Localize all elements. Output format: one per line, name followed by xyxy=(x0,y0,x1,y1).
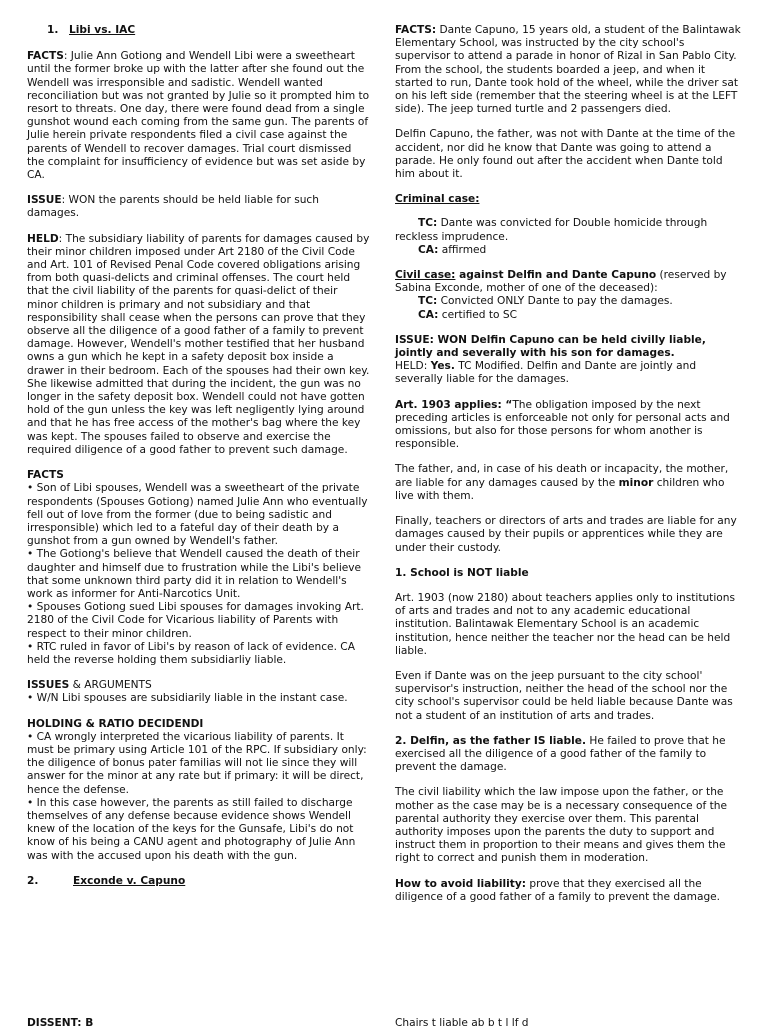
issues-label: ISSUES xyxy=(27,679,70,692)
issues-rest: & ARGUMENTS xyxy=(69,679,152,692)
held-answer: Yes. xyxy=(430,360,455,373)
facts2-label: FACTS xyxy=(27,469,64,482)
held-text: : The subsidiary liability of parents for damages caused by their minor children imposed under Art 2180 of the Civil Code and Art. 101 of Revised Penal Code covered obligations arising from both quasi-delicts and criminal offenses. The court held that the civil liability of the parents for quasi-delict of their minor children is primary and not subsidiary and that responsibility shall cease when the persons can prove that they observe all the diligence of a good father of a family to prevent damage. However, Wendell's mother testified that her husband owns a gun which he kept in a safety deposit box inside a drawer in their bedroom. Each of the spouses had their own key. She likewise admitted that during the incident, the gun was no longer in the safety deposit box. Wendell could not have gotten hold of the gun unless the key was left negligently lying around and that he has free access of the mother's bag where the key was kept. The spouses failed to observe and exercise the required diligence of a good father to prevent such damage. xyxy=(27,232,370,456)
criminal-ca-text: affirmed xyxy=(438,243,487,256)
case1-heading xyxy=(27,24,371,37)
father-paragraph xyxy=(395,463,741,503)
case1-title: Libi vs. IAC xyxy=(69,24,136,36)
criminal-case-section xyxy=(395,217,741,257)
civil-case-heading xyxy=(395,269,741,295)
art-1903-text: The obligation imposed by the next preceding articles is enforceable not only for personal acts and omissions, but also for those persons for whom another is responsible. xyxy=(395,398,730,451)
case1-number: 1. xyxy=(47,24,59,36)
case2-number: 2. xyxy=(27,874,39,887)
held-paragraph xyxy=(27,233,371,457)
case2-title: Exconde v. Capuno xyxy=(73,874,186,887)
civil-ca-label: CA: xyxy=(418,308,439,321)
facts2-bullet: • Spouses Gotiong sued Libi spouses for damages invoking Art. 2180 of the Civil Code for Vicarious liability of Parents with respect to their minor children. xyxy=(27,601,364,640)
criminal-case-label: Criminal case: xyxy=(395,193,480,206)
teachers-paragraph: Finally, teachers or directors of arts and trades are liable for any damages caused by their pupils or apprentices while they are under their custody. xyxy=(395,515,737,554)
facts2-bullet: • Son of Libi spouses, Wendell was a sweetheart of the private respondents (Spouses Gotiong) named Julie Ann who eventually fell out of love from the former (due to being sadistic and irresponsible) which led to a fateful day of their death by a gunshot from a gun owned by Wendell's father. xyxy=(27,482,368,548)
issues-heading xyxy=(27,679,371,692)
holding-bullet: • CA wrongly interpreted the vicarious liability of parents. It must be primary using Article 101 of the RPC. If subsidiary only: the diligence of bonus pater familias will not lie since they will answer for the minor at any rate but if primary: it will be direct, hence the defense. xyxy=(27,730,367,796)
avoid-liability-paragraph xyxy=(395,878,741,904)
civil-case-bold: against Delfin and Dante Capuno xyxy=(455,269,657,282)
issues-section xyxy=(27,679,371,705)
art-1903-label: Art. 1903 applies: “ xyxy=(395,398,513,411)
criminal-tc-text: Dante was convicted for Double homicide through reckless imprudence. xyxy=(395,217,708,243)
criminal-ca xyxy=(395,244,741,257)
held-label: HELD xyxy=(27,232,59,245)
held-rest: TC Modified. Delfin and Dante are jointly and severally liable for the damages. xyxy=(395,360,697,386)
facts-paragraph xyxy=(27,50,371,182)
civil-ca-text: certified to SC xyxy=(438,308,517,321)
civil-case-rest: (reserved by Sabina Exconde, mother of one of the deceased): xyxy=(395,269,727,295)
right-facts-paragraph xyxy=(395,24,741,116)
delfin-paragraph: Delfin Capuno, the father, was not with Dante at the time of the accident, nor did he know that Dante was going to attend a parade. He only found out after the accident when Dante told him about it. xyxy=(395,128,736,181)
point1-paragraph: Art. 1903 (now 2180) about teachers applies only to institutions of arts and trades and not to any academic educational institution. Balintawak Elementary School is an academic institution, hence neither the teacher nor the head can be held liable. xyxy=(395,591,735,657)
avoid-label: How to avoid liability: xyxy=(395,877,526,890)
civil-tc xyxy=(395,295,741,308)
issue-paragraph xyxy=(27,194,371,220)
jeep-paragraph: Even if Dante was on the jeep pursuant to the city school' supervisor's instruction, neither the head of the school nor the city school's supervisor could be held liable because Dante was not a student of an institution of arts and trades. xyxy=(395,669,733,722)
issue-label: ISSUE xyxy=(27,194,62,207)
avoid-text: prove that they exercised all the diligence of a good father of a family to prevent the damage. xyxy=(395,877,721,903)
facts2-bullet: • The Gotiong's believe that Wendell caused the death of their daughter and himself due to frustration while the Libi's believe that some unknown third party did it in relation to Wendell's work as informer for Anti-Narcotics Unit. xyxy=(27,548,362,600)
point2-paragraph xyxy=(395,735,741,775)
civil-case-section xyxy=(395,269,741,322)
right-cutoff-text: Chairs t liable ab b t l lf d xyxy=(395,1016,529,1029)
right-facts-label: FACTS: xyxy=(395,24,437,36)
holding-label: HOLDING & RATIO DECIDENDI xyxy=(27,717,204,730)
facts2-bullet: • RTC ruled in favor of Libi's by reason of lack of evidence. CA held the reverse holding them subsidiarliy liable. xyxy=(27,640,355,666)
point2-text: He failed to prove that he exercised all the diligence of a good father of the family to prevent the damage. xyxy=(395,734,726,774)
issue-held-paragraph xyxy=(395,334,741,387)
father-pre: The father, and, in case of his death or incapacity, the mother, are liable for any damages caused by the xyxy=(395,463,729,489)
civil-liability-paragraph: The civil liability which the law impose upon the father, or the mother as the case may be is a necessary consequence of the parental authority they exercise over them. This parental authority imposes upon the parents the duty to support and instruct them in proportion to their means and gives them the right to correct and punish them in moderation. xyxy=(395,786,728,865)
right-issue: ISSUE: WON Delfin Capuno can be held civilly liable, jointly and severally with his son for damages. xyxy=(395,333,706,360)
father-minor: minor xyxy=(618,476,654,489)
holding-section xyxy=(27,718,371,863)
right-facts-text: Dante Capuno, 15 years old, a student of the Balintawak Elementary School, was instructed by the city school's supervisor to attend a parade in honor of Rizal in San Pablo City. From the school, the students boarded a jeep, and when it started to run, Dante took hold of the wheel, while the driver sat on his left side (remember that the steering wheel is at the LEFT side). The jeep turned turtle and 2 passengers died. xyxy=(395,24,741,116)
right-column xyxy=(395,24,741,916)
holding-bullet: • In this case however, the parents as still failed to discharge themselves of any defense because evidence shows Wendell knew of the location of the keys for the Gunsafe, Libi's do not know of his being a CANU agent and photography of Julie Ann was with the accused upon his death with the gun. xyxy=(27,796,356,862)
civil-tc-label: TC: xyxy=(418,295,438,308)
left-column xyxy=(27,24,371,901)
facts-label: FACTS xyxy=(27,50,64,63)
father-post: children who live with them. xyxy=(395,476,725,502)
criminal-tc-label: TC: xyxy=(418,217,438,230)
criminal-ca-label: CA: xyxy=(418,243,439,256)
civil-tc-text: Convicted ONLY Dante to pay the damages. xyxy=(437,295,673,308)
art-1903-paragraph xyxy=(395,399,741,452)
criminal-tc xyxy=(395,217,741,243)
facts-text: : Julie Ann Gotiong and Wendell Libi were a sweetheart until the former broke up with the latter after she found out the Wendell was irresponsible and sadistic. Wendell wanted reconciliation but was not granted by Julie so it prompted him to resort to threats. One day, there were found dead from a single gunshot wound each coming from the same gun. The parents of Julie herein private respondents filed a civil case against the parents of Wendell to recover damages. Trial court dismissed the complaint for insufficiency of evidence but was set aside by CA. xyxy=(27,50,370,182)
case2-heading xyxy=(27,875,371,888)
civil-case-label: Civil case: xyxy=(395,269,456,282)
point1-label: 1. School is NOT liable xyxy=(395,566,529,579)
issue-text: : WON the parents should be held liable for such damages. xyxy=(27,194,319,220)
issues-bullet: • W/N Libi spouses are subsidiarily liable in the instant case. xyxy=(27,692,348,705)
facts2-section xyxy=(27,469,371,667)
point2-label: 2. Delfin, as the father IS liable. xyxy=(395,734,586,747)
held-prefix: HELD: xyxy=(395,360,431,373)
left-cutoff-text: DISSENT: B xyxy=(27,1016,94,1029)
civil-ca xyxy=(395,309,741,322)
